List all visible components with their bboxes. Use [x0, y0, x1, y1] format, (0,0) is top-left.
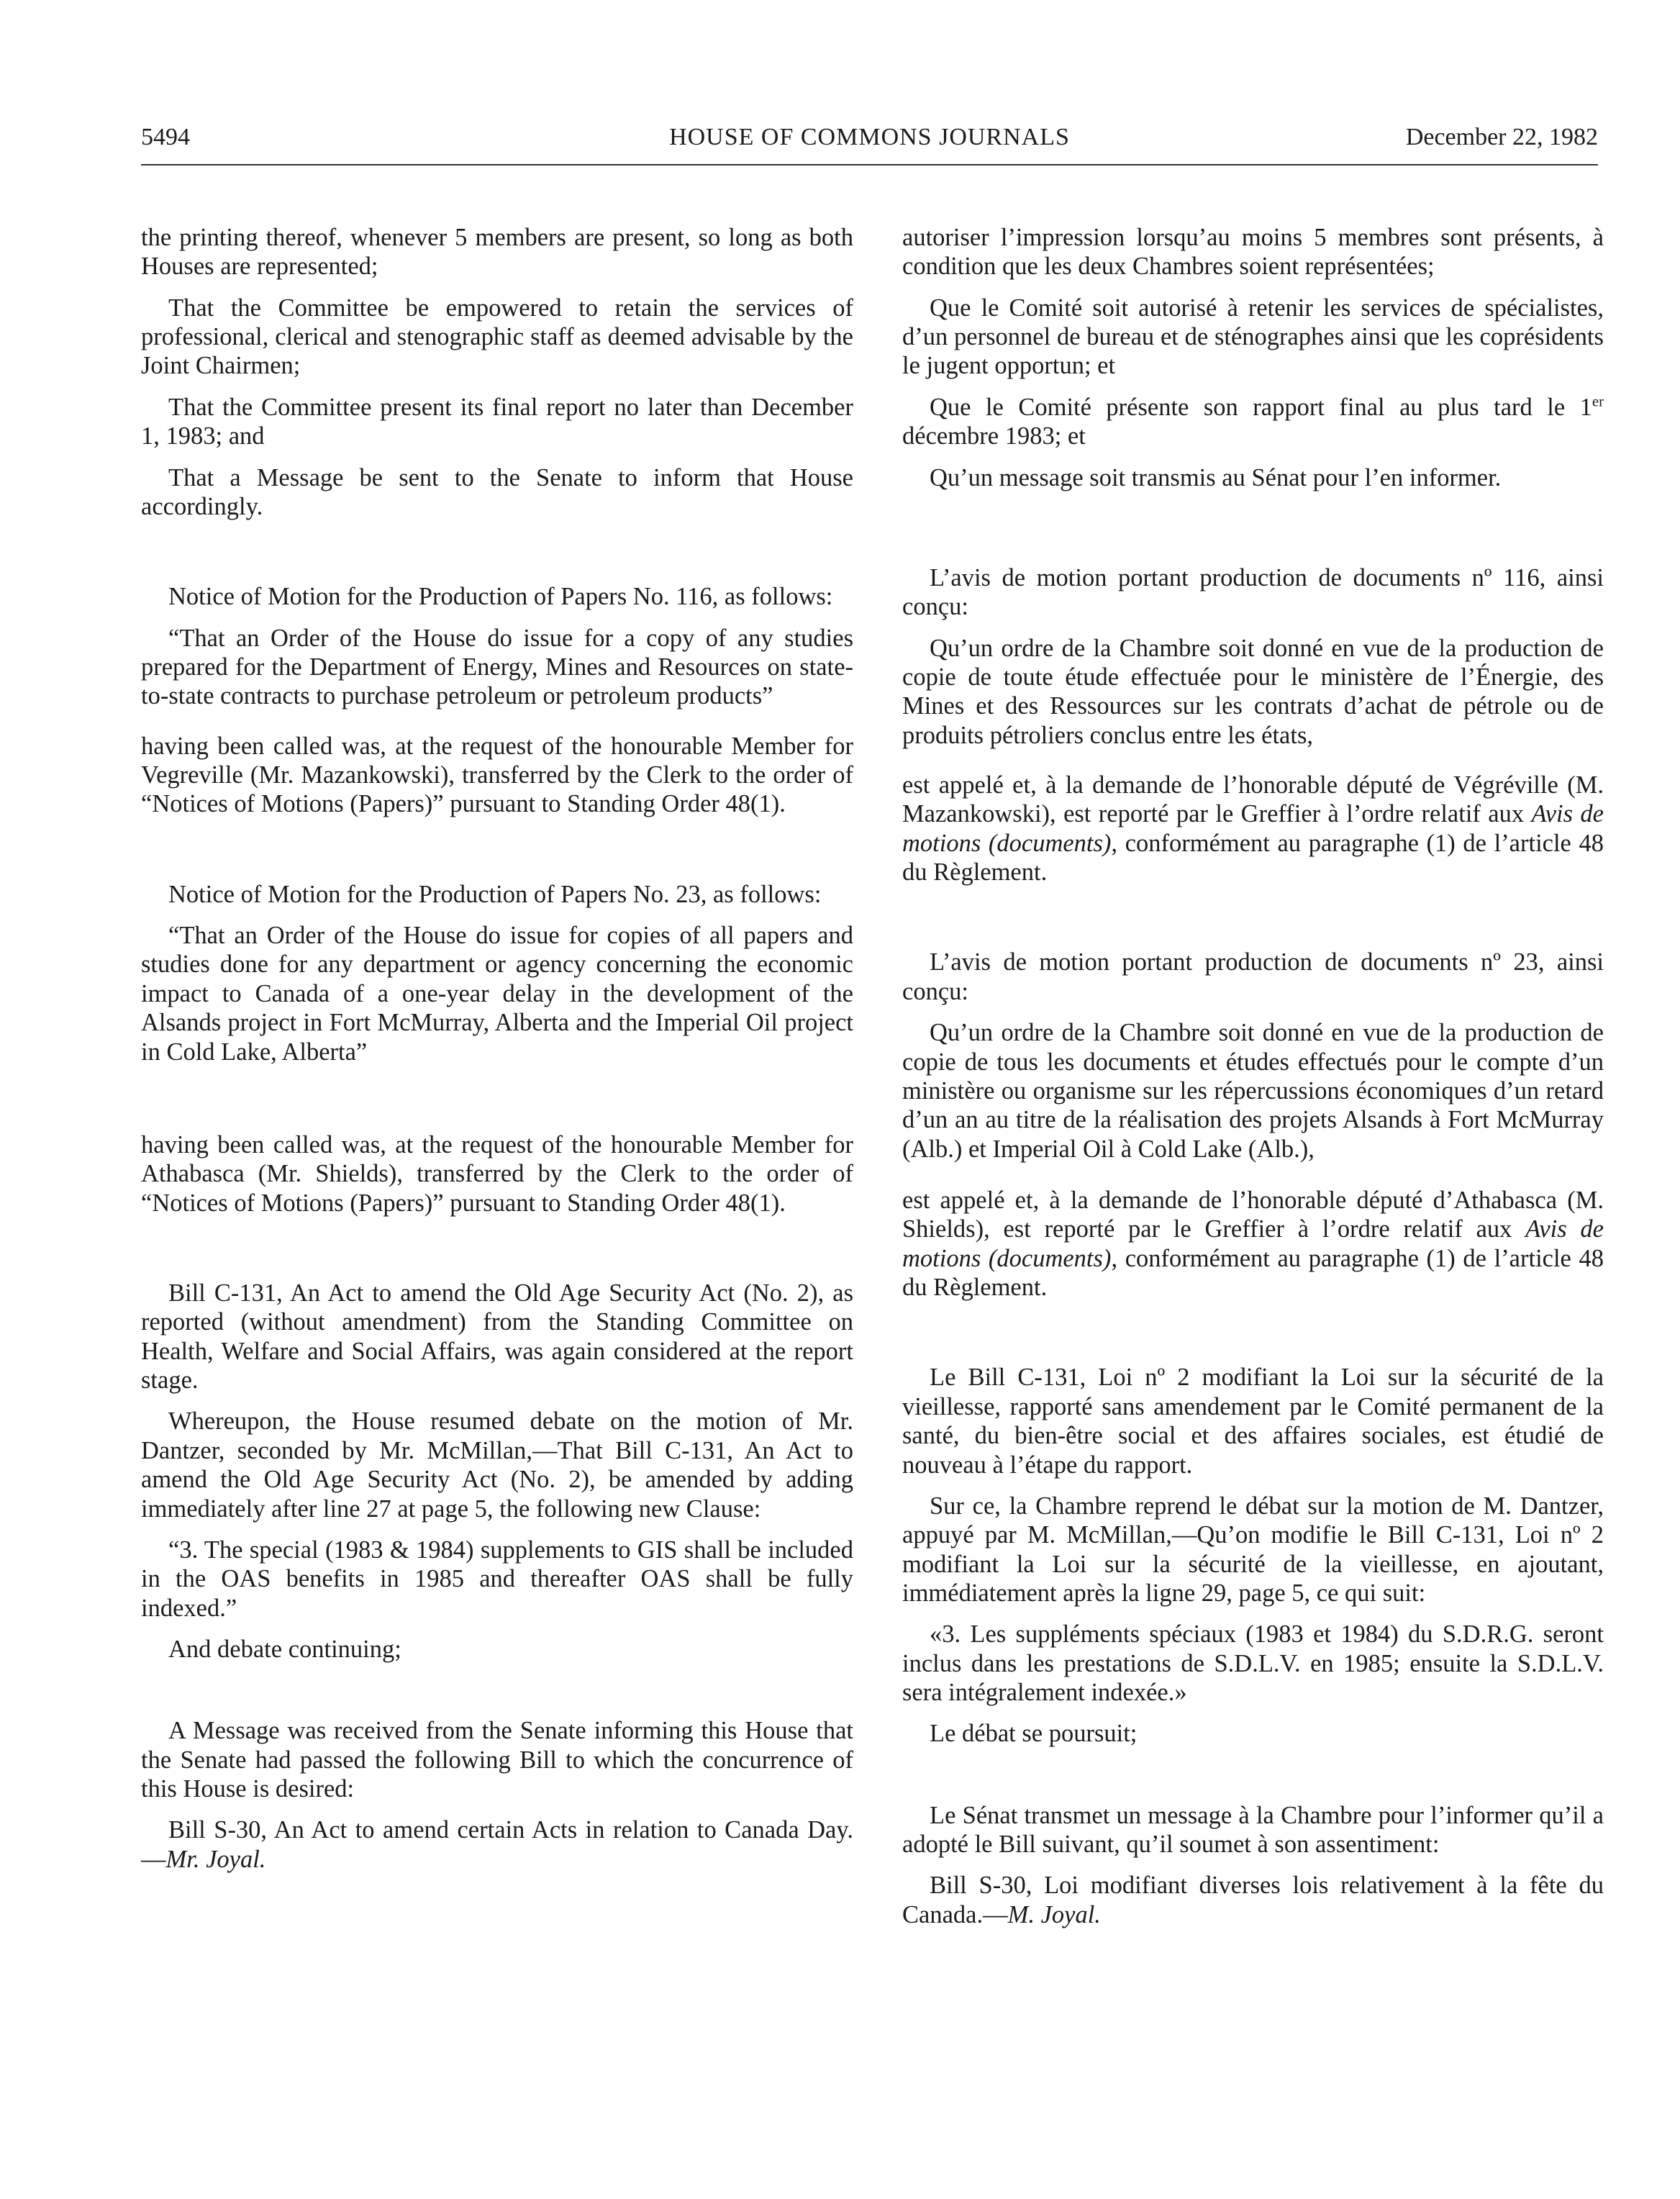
paragraph: L’avis de motion portant production de documents nº 116, ainsi conçu: [902, 563, 1604, 621]
page-header [141, 121, 1598, 166]
paragraph: “That an Order of the House do issue for copies of all papers and studies done for any department or agency concerning the economic impact to Canada of a one-year delay in the development of the Alsands project in Fort McMurray, Alberta and the Imperial Oil project in Cold Lake, Alberta” [141, 922, 853, 1066]
english-column [141, 223, 853, 1886]
paragraph: Sur ce, la Chambre reprend le débat sur la motion de M. Dantzer, appuyé par M. McMillan,—Qu’on modifie le Bill C-131, Loi nº 2 modifiant la Loi sur la sécurité de la vieillesse, en ajoutant, immédiatement après la ligne 29, page 5, ce qui suit: [902, 1492, 1604, 1607]
journal-date: December 22, 1982 [1405, 124, 1598, 150]
paragraph: autoriser l’impression lorsqu’au moins 5 membres sont présents, à condition que les deux Chambres soient représentées; [902, 224, 1604, 281]
paragraph [902, 1186, 1604, 1302]
paragraph [902, 393, 1604, 451]
paragraph: A Message was received from the Senate informing this House that the Senate had passed the following Bill to which the concurrence of this House is desired: [141, 1717, 853, 1803]
paragraph [141, 1815, 853, 1874]
paragraph: Whereupon, the House resumed debate on the motion of Mr. Dantzer, seconded by Mr. McMillan,—That Bill C-131, An Act to amend the Old Age Security Act (No. 2), be amended by adding immediately after line 27 at page 5, the following new Clause: [141, 1407, 853, 1523]
paragraph-text: Que le Comité présente son rapport final au plus tard le 1 [930, 393, 1592, 421]
order-name: Avis de motions (documents) [902, 1215, 1604, 1272]
paragraph: having been called was, at the request of the honourable Member for Vegreville (Mr. Mazankowski), transferred by the Clerk to the order of “Notices of Motions (Papers)” pursuant to Standing Order 48(1). [141, 732, 853, 818]
paragraph: L’avis de motion portant production de documents nº 23, ainsi conçu: [902, 948, 1604, 1005]
paragraph: Que le Comité soit autorisé à retenir les services de spécialistes, d’un personnel de bureau et de sténographes ainsi que les coprésidents le jugent opportun; et [902, 294, 1604, 380]
paragraph: Notice of Motion for the Production of Papers No. 23, as follows: [168, 880, 822, 908]
paragraph: That the Committee be empowered to retain the services of professional, clerical and stenographic staff as deemed advisable by the Joint Chairmen; [141, 294, 853, 380]
paragraph: having been called was, at the request of the honourable Member for Athabasca (Mr. Shields), transferred by the Clerk to the order of “Notices of Motions (Papers)” pursuant to Standing Order 48(1). [141, 1130, 853, 1217]
sponsor-name: M. Joyal. [1007, 1900, 1101, 1928]
paragraph: Le Bill C-131, Loi nº 2 modifiant la Loi sur la sécurité de la vieillesse, rapporté sans amendement par le Comité permanent de la santé, du bien-être social et des affaires sociales, est étudié de nouveau à l’étape du rapport. [902, 1364, 1604, 1479]
sponsor-name: Mr. Joyal. [165, 1845, 266, 1873]
paragraph: Qu’un ordre de la Chambre soit donné en vue de la production de copie de tous les documents et études effectués pour le compte d’un ministère ou organisme sur les répercussions économiques d’un retard d’un an au titre de la réalisation des projets Alsands à Fort McMurray (Alb.) et Imperial Oil à Cold Lake (Alb.), [902, 1019, 1604, 1163]
paragraph: Le débat se poursuit; [930, 1720, 1138, 1748]
paragraph-text: est appelé et, à la demande de l’honorable député d’Athabasca (M. Shields), est reporté par le Greffier à l’ordre relatif aux [902, 1186, 1604, 1243]
paragraph-text: , conformément au paragraphe (1) de l’article 48 du Règlement. [902, 829, 1604, 887]
page-number: 5494 [141, 124, 190, 150]
order-name: Avis de motions (documents) [902, 800, 1604, 857]
paragraph-text: , conformément au paragraphe (1) de l’article 48 du Règlement. [902, 1244, 1604, 1302]
paragraph: And debate continuing; [168, 1635, 401, 1663]
paragraph: Notice of Motion for the Production of Papers No. 116, as follows: [168, 583, 833, 611]
paragraph: Bill C-131, An Act to amend the Old Age Security Act (No. 2), as reported (without amendment) from the Standing Committee on Health, Welfare and Social Affairs, was again considered at the report stage. [141, 1279, 853, 1395]
paragraph: That the Committee present its final report no later than December 1, 1983; and [141, 393, 853, 450]
paragraph [902, 1871, 1604, 1929]
paragraph-text: décembre 1983; et [902, 422, 1086, 450]
paragraph: Le Sénat transmet un message à la Chambre pour l’informer qu’il a adopté le Bill suivant, qu’il soumet à son assentiment: [902, 1801, 1604, 1859]
paragraph: Qu’un message soit transmis au Sénat pour l’en informer. [930, 463, 1502, 491]
paragraph: Qu’un ordre de la Chambre soit donné en vue de la production de copie de toute étude effectuée pour le ministère de l’Énergie, des Mines et des Ressources sur les contrats d’achat de pétrole ou de produits pétroliers conclus entre les états, [902, 634, 1604, 749]
bill-text: Bill S-30, An Act to amend certain Acts in relation to Canada Day.— [141, 1816, 853, 1873]
journal-title: HOUSE OF COMMONS JOURNALS [669, 124, 1070, 150]
superscript: er [1592, 394, 1604, 410]
paragraph [902, 771, 1604, 887]
quoted-clause: «3. Les suppléments spéciaux (1983 et 1984) du S.D.R.G. seront inclus dans les prestations de S.D.L.V. en 1985; ensuite la S.D.L.V. sera intégralement indexée.» [902, 1620, 1604, 1707]
bill-text: Bill S-30, Loi modifiant diverses lois relativement à la fête du Canada.— [902, 1872, 1604, 1928]
paragraph-text: est appelé et, à la demande de l’honorable député de Végréville (M. Mazankowski), est reporté par le Greffier à l’ordre relatif aux [902, 771, 1604, 828]
paragraph: “That an Order of the House do issue for a copy of any studies prepared for the Department of Energy, Mines and Resources on state-to-state contracts to purchase petroleum or petroleum products” [141, 624, 853, 710]
french-column [902, 223, 1604, 1941]
paragraph: the printing thereof, whenever 5 members are present, so long as both Houses are represented; [141, 224, 853, 281]
paragraph: That a Message be sent to the Senate to inform that House accordingly. [141, 463, 853, 520]
quoted-clause: “3. The special (1983 & 1984) supplements to GIS shall be included in the OAS benefits in 1985 and thereafter OAS shall be fully indexed.” [141, 1536, 853, 1622]
